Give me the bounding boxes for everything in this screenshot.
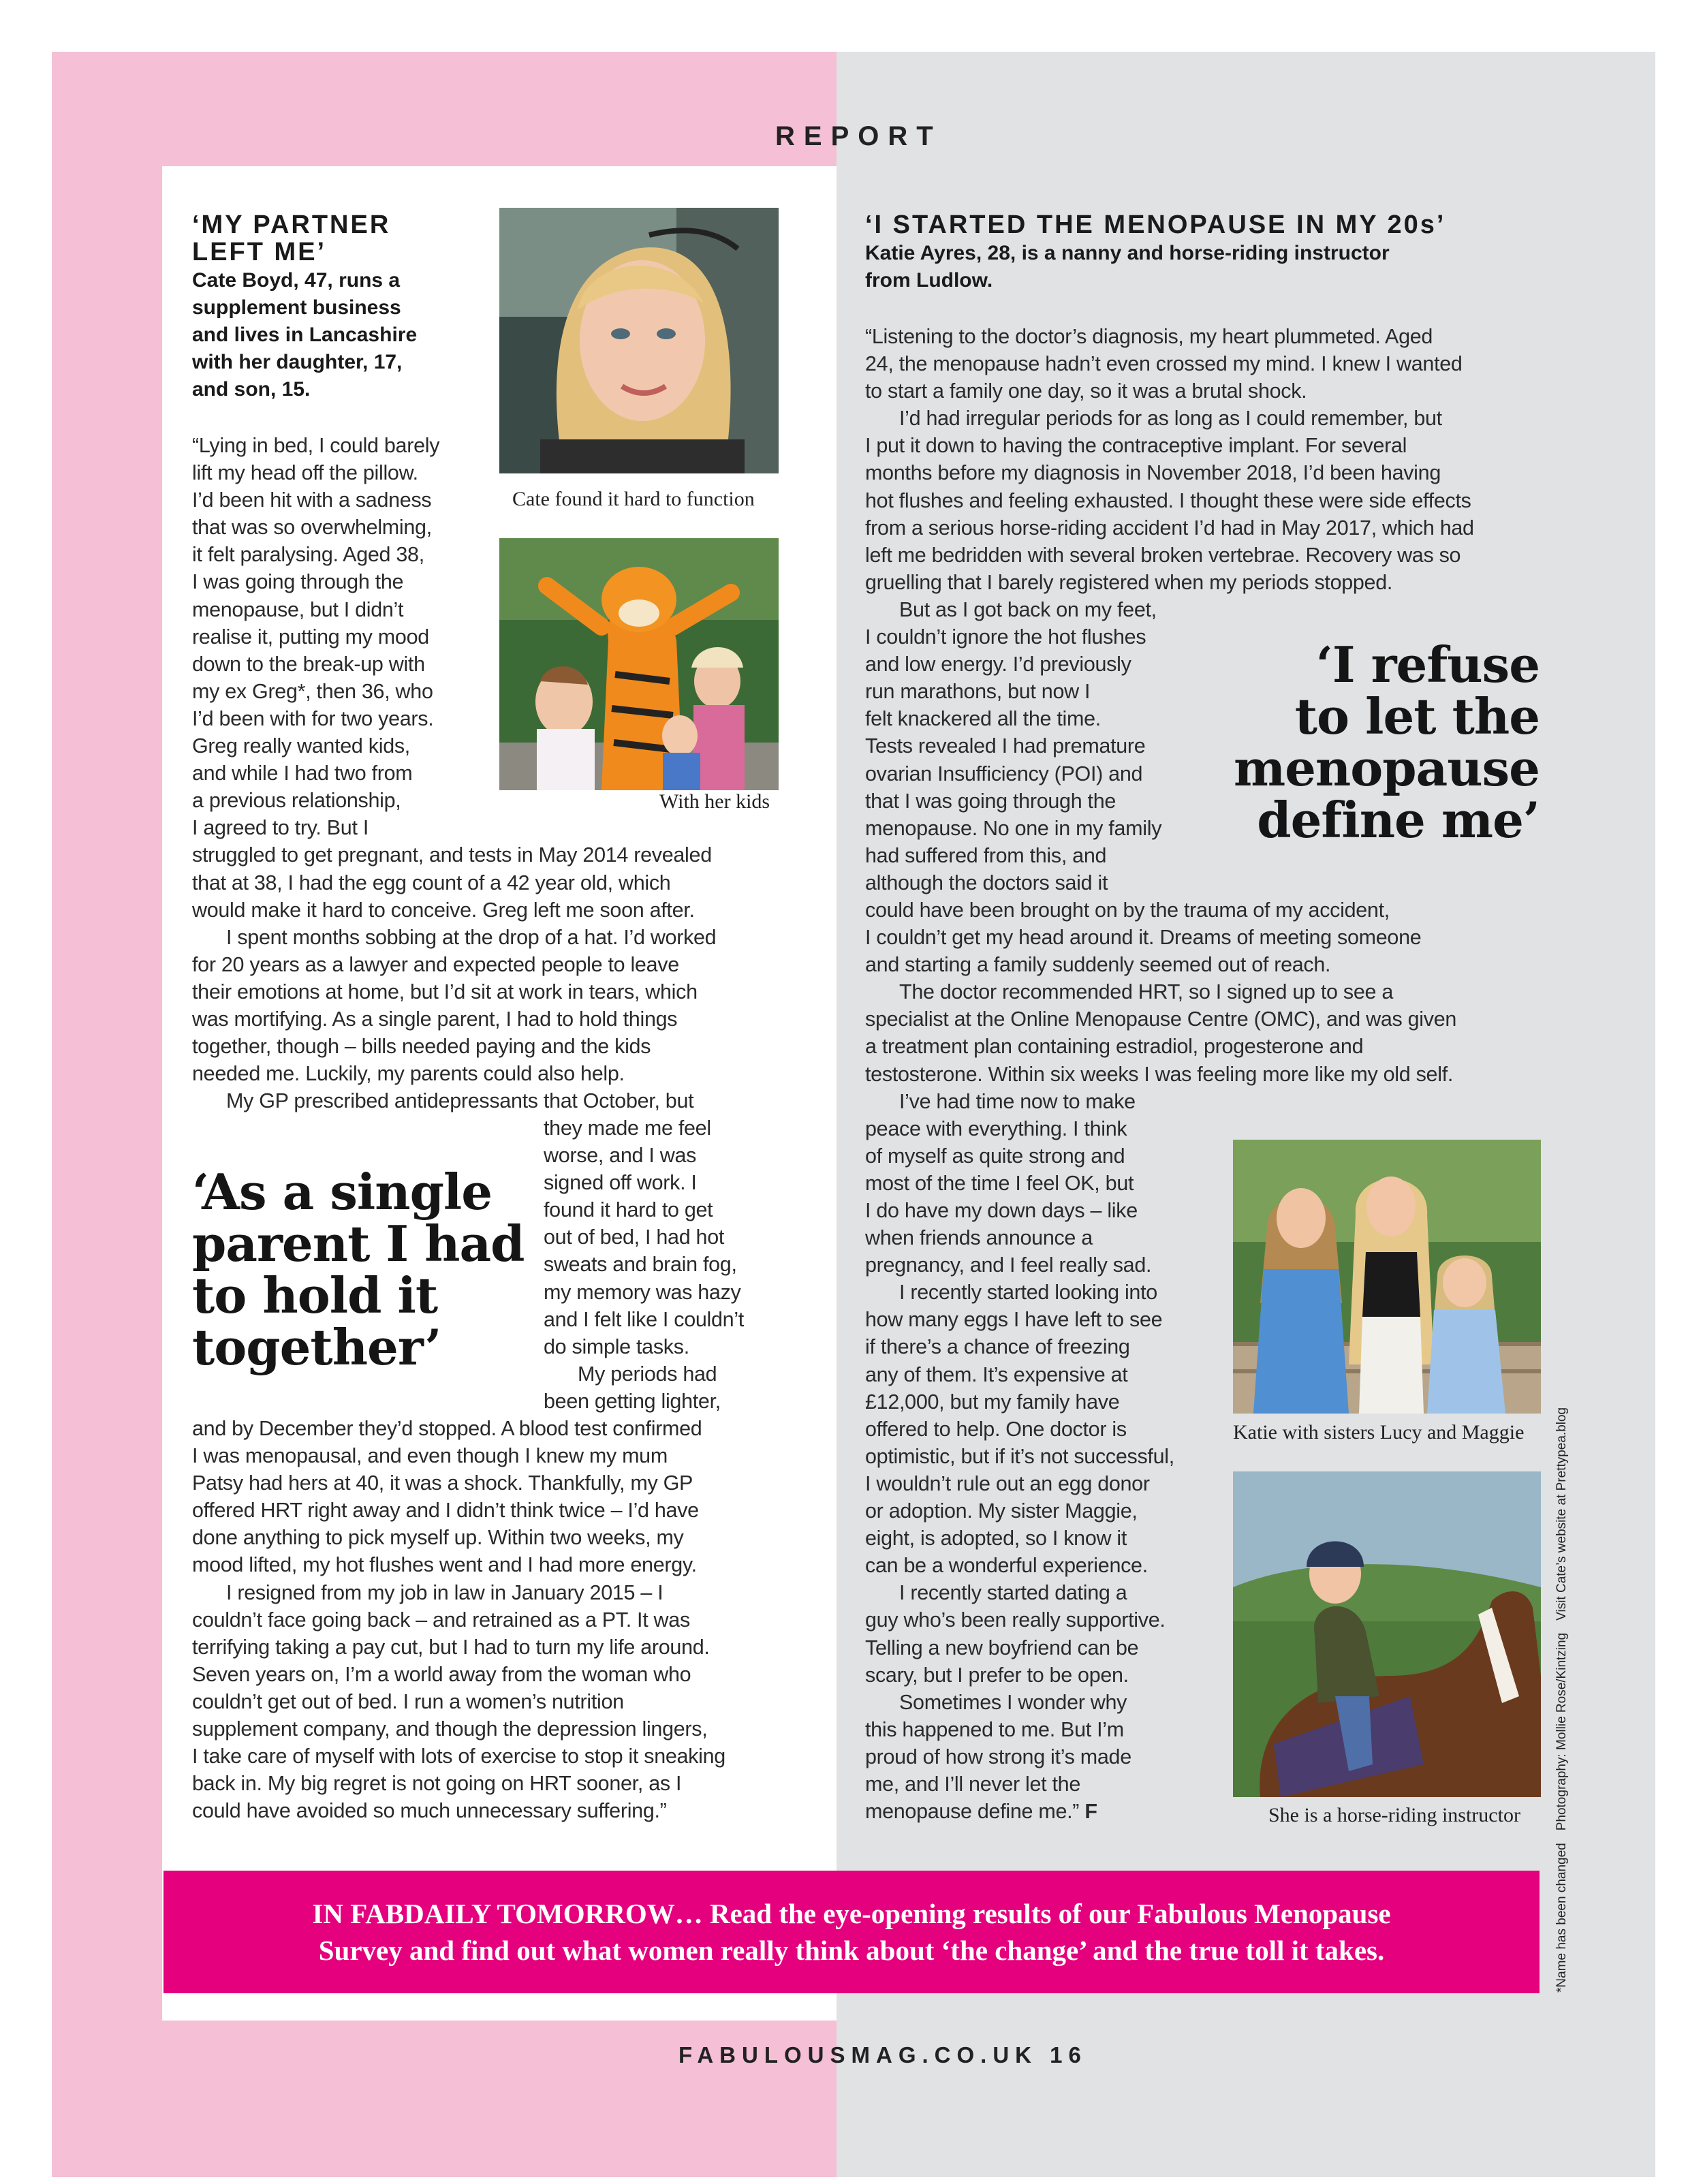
photo-credits: *Name has been changedPhotography: Mollie Rose/KintzingVisit Cate’s website at Prettypea.blog [1554, 1407, 1569, 1993]
promo-banner [163, 1871, 1540, 1993]
section-label: REPORT [775, 121, 942, 151]
left-standfirst: Cate Boyd, 47, runs a supplement business and lives in Lancashire with her daughter, 17, and son, 15. [192, 269, 418, 401]
promo-line-2: Survey and find out what women really think about ‘the change’ and the true toll it takes. [318, 1935, 1385, 1966]
right-pull-quote: ‘I refuse to let the menopause define me’ [1233, 636, 1540, 849]
horse-photo-caption: She is a horse-riding instructor [1268, 1804, 1520, 1826]
katie-horse-photo [1233, 1471, 1541, 1797]
katie-sisters-photo [1233, 1140, 1541, 1414]
left-body-ending: and by December they’d stopped. A blood test confirmed I was menopausal, and even though I knew my mum Patsy had hers at 40, it was a shock. Thankfully, my GP offered HRT right away and I didn’t think twice – I’d have done anything to pick myself up. Within two weeks, my mood lifted, my hot flushes went and I had more energy. I resigned from my job in law in January 2015 – I couldn’t face going back – and retrained as a PT. It was terrifying taking a pay cut, but I had to turn my life around. Seven years on, I’m a world away from the woman who couldn’t get out of bed. I run a women’s nutrition supplement company, and though the depression lingers, I take care of myself with lots of exercise to stop it sneaking back in. My big regret is not going on HRT sooner, as I could have avoided so much unnecessary suffering.” [192, 1417, 725, 1823]
left-body-intro: “Lying in bed, I could barely lift my head off the pillow. I’d been hit with a sadness that was so overwhelming, it felt paralysing. Aged 38, I was going through the menopause, but I didn’t realise it, putting my mood down to the break-up with my ex Greg*, then 36, who I’d been with for two years. Greg really wanted kids, and while I had two from a previous relationship, I agreed to try. But I struggled to get pregnant, and tests in May 2014 revealed that at 38, I had the egg count of a 42 year old, which would make it hard to conceive. Greg left me soon after. I spent months sobbing at the drop of a hat. I’d worked for 20 years as a lawyer and expected people to leave their emotions at home, but I’d sit at work in tears, which was mortifying. As a single parent, I had to hold things together, though – bills needed paying and the kids needed me. Luckily, my parents could also help. My GP prescribed antidepressants that October, but [192, 434, 717, 1113]
end-mark: F [1084, 1800, 1097, 1824]
cate-photo-caption: Cate found it hard to function [512, 488, 755, 510]
left-body-narrow: they made me feel worse, and I was signed off work. I found it hard to get out of bed, I had hot sweats and brain fog, my memory was hazy and I felt like I couldn’t do simple tasks. My periods had been getting lighter, [544, 1117, 744, 1413]
left-pull-quote: ‘As a single parent I had to hold it together’ [192, 1163, 525, 1376]
right-heading: ‘I STARTED THE MENOPAUSE IN MY 20s’ [865, 210, 1446, 239]
page-footer: FABULOUSMAG.CO.UK 16 [678, 2042, 1087, 2068]
left-heading: ‘MY PARTNER LEFT ME’ [192, 210, 391, 266]
right-standfirst: Katie Ayres, 28, is a nanny and horse-riding instructor from Ludlow. [865, 242, 1390, 292]
kids-photo-caption: With her kids [659, 790, 770, 813]
promo-line-1: IN FABDAILY TOMORROW… Read the eye-opening results of our Fabulous Menopause [312, 1898, 1391, 1929]
sisters-photo-caption: Katie with sisters Lucy and Maggie [1233, 1421, 1525, 1444]
right-body-top: “Listening to the doctor’s diagnosis, my heart plummeted. Aged 24, the menopause hadn’t even crossed my mind. I knew I wanted to start a family one day, so it was a brutal shock. I’d had irregular periods for as long as I could remember, but I put it down to having the contraceptive implant. For several months before my diagnosis in November 2018, I’d been having hot flushes and feeling exhausted. I thought these were side effects from a serious horse-riding accident I’d had in May 2017, which had left me bedridden with several broken vertebrae. Recovery was so gruelling that I barely registered when my periods stopped. But as I got back on my feet, I couldn’t ignore the hot flushes and low energy. I’d previously run marathons, but now I felt knackered all the time. Tests revealed I had premature ovarian Insufficiency (POI) and that I was going through the menopause. No one in my family had suffered from this, and although the doctors said it could have been brought on by the trauma of my accident, I couldn’t get my head around it. Dreams of meeting someone and starting a family suddenly seemed out of reach. The doctor recommended HRT, so I signed up to see a specialist at the Online Menopause Centre (OMC), and was given a treatment plan containing estradiol, progesterone and testosterone. Within six weeks I was feeling more like my old self. I’ve had time now to make peace with everything. I think of myself as quite strong and most of the time I feel OK, but I do have my down days – like when friends announce a pregnancy, and I feel really sad. I recently started looking into how many eggs I have left to see if there’s a chance of freezing any of them. It’s expensive at £12,000, but my family have offered to help. One doctor is optimistic, but if it’s not successful, I wouldn’t rule out an egg donor or adoption. My sister Maggie, eight, is adopted, so I know it can be a wonderful experience. I recently started dating a guy who’s been really supportive. Telling a new boyfriend can be scary, but I prefer to be open. Sometimes I wonder why this happened to me. But I’m proud of how strong it’s made me, and I’ll never let the menopause define me.” F [865, 325, 1474, 1824]
